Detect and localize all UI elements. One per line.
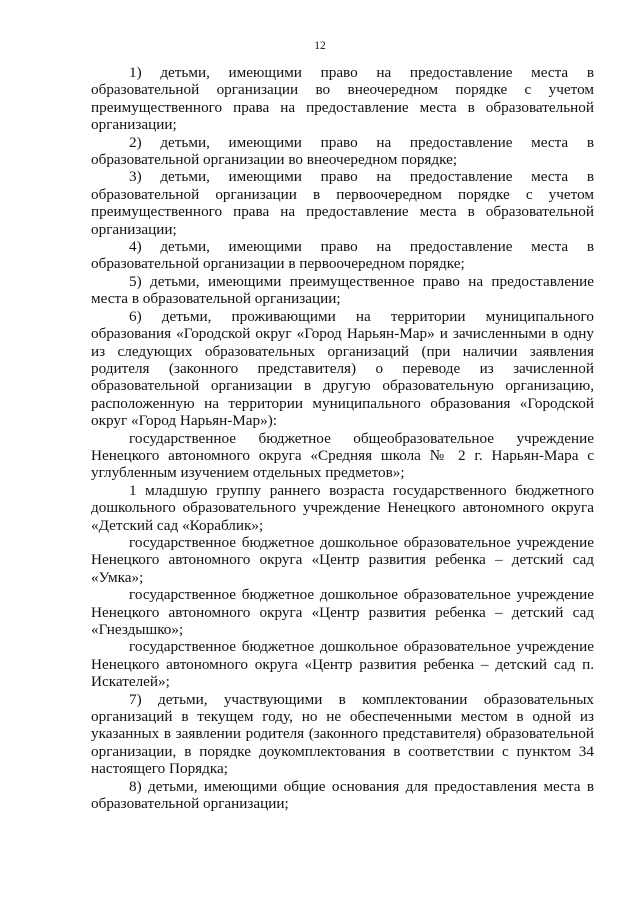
list-item-1: 1) детьми, имеющими право на предоставление места в образовательной организации во внеочередном порядке с учетом преимущественного права на предоставление места в образовательной организации; xyxy=(91,64,594,134)
page-number: 12 xyxy=(314,40,326,52)
gnezdyshko-item: государственное бюджетное дошкольное образовательное учреждение Ненецкого автономного округа «Центр развития ребенка – детский сад «Гнездышко»; xyxy=(91,586,594,638)
umka-item: государственное бюджетное дошкольное образовательное учреждение Ненецкого автономного округа «Центр развития ребенка – детский сад «Умка»; xyxy=(91,533,594,586)
list-item-5: 5) детьми, имеющими преимущественное право на предоставление места в образовательной организации; xyxy=(91,272,594,308)
list-item-7: 7) детьми, участвующими в комплектовании образовательных организаций в текущем году, но не обеспеченными местом в одной из указанных в заявлении родителя (законного представителя) образовательной организации, в порядке доукомплектования в соответствии с пунктом 34 настоящего Порядка; xyxy=(91,690,594,778)
list-item-3: 3) детьми, имеющими право на предоставление места в образовательной организации в первоочередном порядке с учетом преимущественного права на предоставление места в образовательной организации; xyxy=(91,168,594,238)
document-body xyxy=(91,64,594,812)
iskateley-item: государственное бюджетное дошкольное образовательное учреждение Ненецкого автономного округа «Центр развития ребенка – детский сад п. Искателей»; xyxy=(91,638,594,691)
list-item-4: 4) детьми, имеющими право на предоставление места в образовательной организации в первоочередном порядке; xyxy=(91,238,594,273)
korablik-item: 1 младшую группу раннего возраста государственного бюджетного дошкольного образовательного учреждение Ненецкого автономного округа «Детский сад «Кораблик»; xyxy=(91,481,594,534)
list-item-8: 8) детьми, имеющими общие основания для предоставления места в образовательной организации; xyxy=(91,777,594,813)
school-no2-item: государственное бюджетное общеобразовательное учреждение Ненецкого автономного округа «Средняя школа № 2 г. Нарьян-Мара с углубленным изучением отдельных предметов»; xyxy=(91,429,594,482)
list-item-6: 6) детьми, проживающими на территории муниципального образования «Городской округ «Город Нарьян-Мар» и зачисленными в одну из следующих образовательных организаций (при наличии заявления родителя (законного представителя) о переводе из зачисленной образовательной организации в другую образовательную организацию, расположенную на территории муниципального образования «Городской округ «Город Нарьян-Мар»): xyxy=(91,307,594,430)
list-item-2: 2) детьми, имеющими право на предоставление места в образовательной организации во внеочередном порядке; xyxy=(91,133,594,169)
